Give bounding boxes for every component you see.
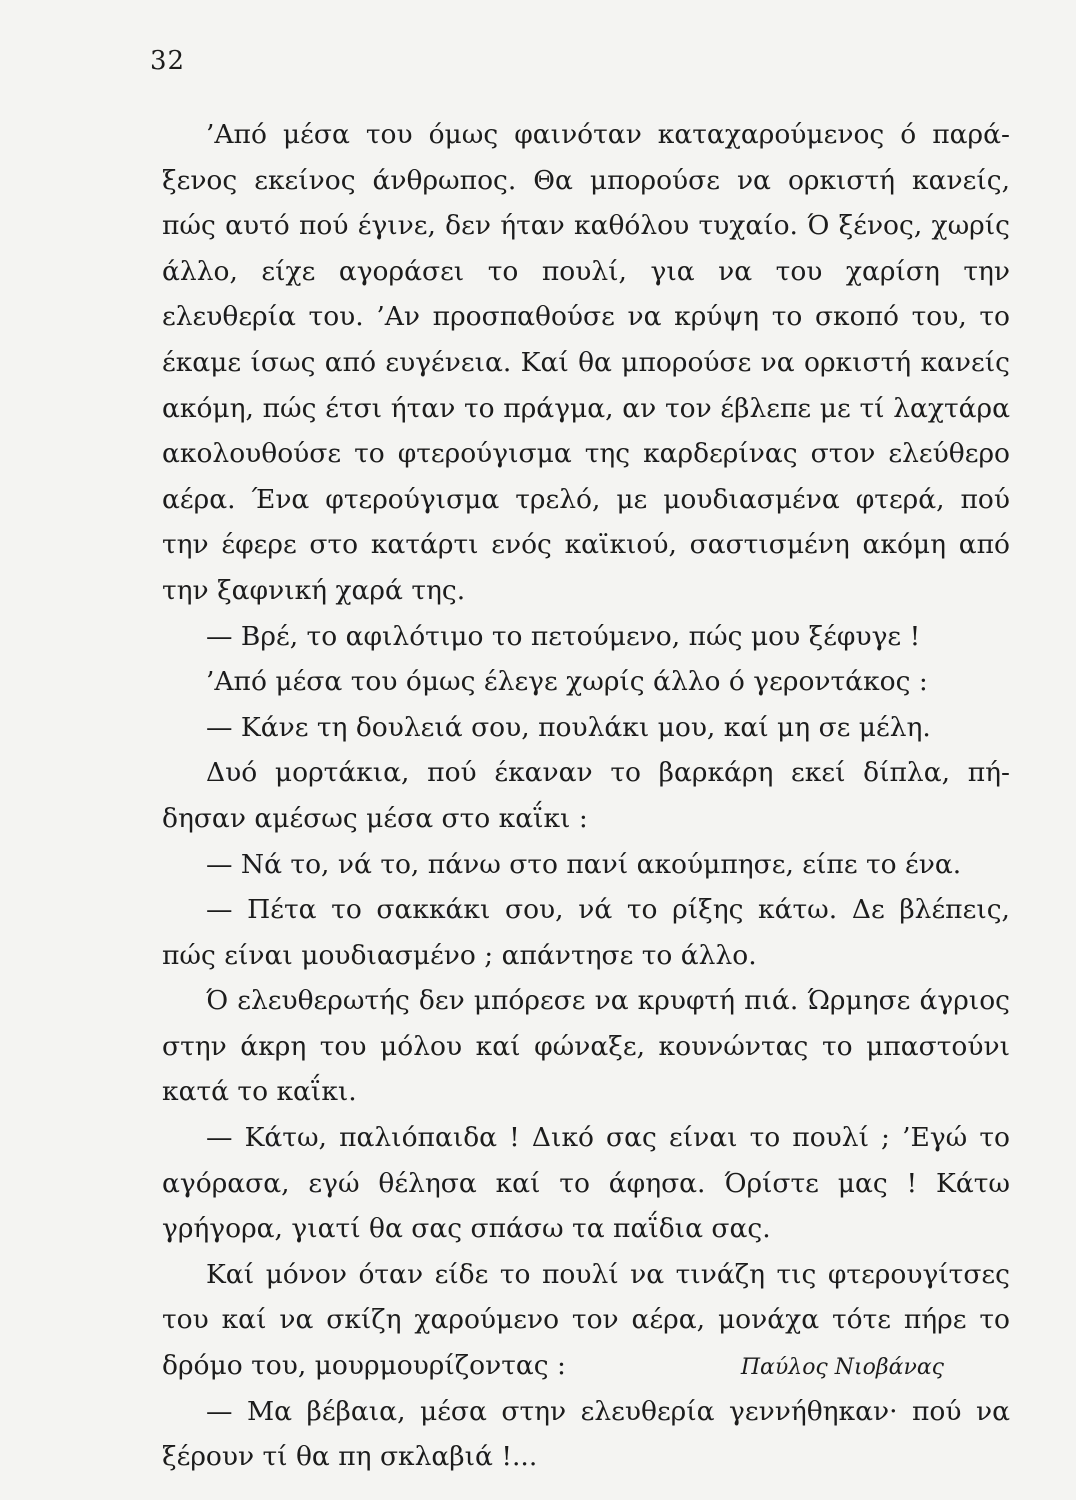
dialogue-line: — Βρέ, το αφιλότιμο το πετούμενο, πώς μου ξέφυγε ! — [206, 620, 921, 652]
page-number: 32 — [150, 46, 186, 76]
dialogue-line: — Νά το, νά το, πάνω στο πανί ακούμπησε, είπε το ένα. — [206, 848, 962, 880]
paragraph: ’Από μέσα του όμως φαινόταν καταχαρούμενος ό παράξενος εκείνος άνθρωπος. Θα μπορούσε να ορκιστή κανείς, πώς αυτό πού έγινε, δεν ήταν καθόλου τυχαίο. Ό ξένος, χωρίς άλλο, είχε αγοράσει το πουλί, για να του χαρίση την ελευθερία του. ’Αν προσπαθούσε να κρύψη το σκοπό του, το έκαμε ίσως από ευγένεια. Καί θα μπορούσε να ορκιστή κανείς ακόμη, πώς έτσι ήταν το πράγμα, αν τον έβλεπε με τί λαχτάρα ακολουθούσε το φτερούγισμα της καρδερίνας στον ελεύθερο αέρα. Ένα φτερούγισμα τρελό, με μουδιασμένα φτερά, πού την έφερε στο κατάρτι ενός καϊκιού, σαστισμένη ακόμη από την ξαφνική χαρά της. — [162, 119, 1010, 606]
author-signature: Παύλος Νιοβάνας — [740, 1355, 944, 1380]
story-text — [162, 112, 1010, 1480]
paragraph: Ό ελευθερωτής δεν μπόρεσε να κρυφτή πιά. Ώρμησε άγριος στην άκρη του μόλου καί φώναξε, κουνώντας το μπαστούνι κατά το καΐκι. — [162, 985, 1010, 1108]
dialogue-line: — Κάτω, παλιόπαιδα ! Δικό σας είναι το πουλί ; ’Εγώ το αγόρασα, εγώ θέλησα καί το άφησα. Όρίστε μας ! Κάτω γρήγορα, γιατί θα σας σπάσω τα παΐδια σας. — [162, 1122, 1010, 1245]
paragraph: Καί μόνον όταν είδε το πουλί να τινάζη τις φτερουγίτσες του καί να σκίζη χαρούμενο τον αέρα, μονάχα τότε πήρε το δρόμο του, μουρμουρίζοντας : — [162, 1258, 1010, 1382]
dialogue-line: — Πέτα το σακκάκι σου, νά το ρίξης κάτω. Δε βλέπεις, πώς είναι μουδιασμένο ; απάντησε το άλλο. — [162, 894, 1010, 971]
paragraph: ’Από μέσα του όμως έλεγε χωρίς άλλο ό γεροντάκος : — [206, 666, 928, 698]
dialogue-line: — Μα βέβαια, μέσα στην ελευθερία γεννήθηκαν· πού να ξέρουν τί θα πη σκλαβιά !... — [162, 1395, 1010, 1473]
dialogue-line: — Κάνε τη δουλειά σου, πουλάκι μου, καί μη σε μέλη. — [206, 711, 931, 743]
paragraph: Δυό μορτάκια, πού έκαναν το βαρκάρη εκεί δίπλα, πήδησαν αμέσως μέσα στο καΐκι : — [162, 757, 1010, 834]
